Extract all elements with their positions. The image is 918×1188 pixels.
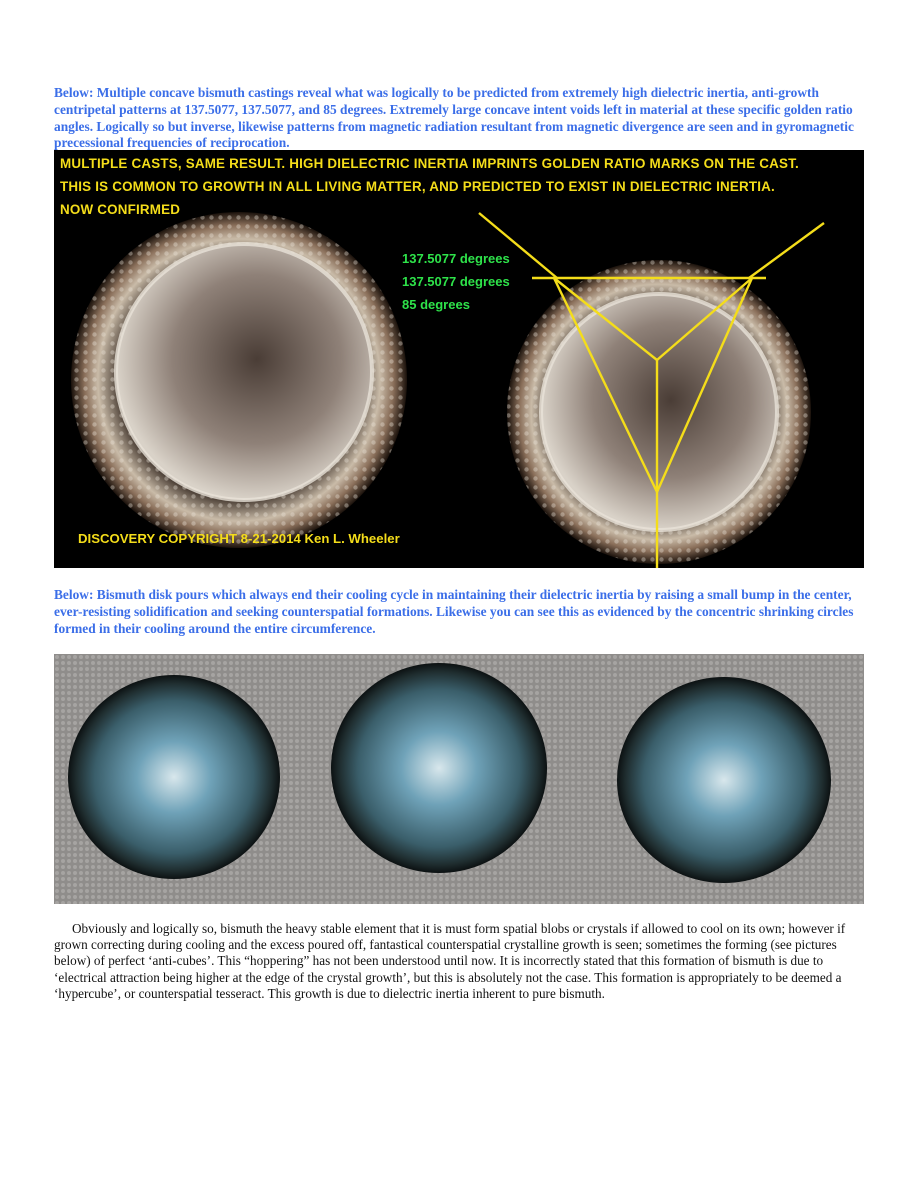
disk-3 bbox=[617, 677, 831, 883]
copyright-notice: DISCOVERY COPYRIGHT 8-21-2014 Ken L. Wheeler bbox=[78, 531, 400, 546]
left-casting bbox=[71, 212, 407, 548]
photo-bismuth-castings bbox=[54, 150, 864, 568]
angle-label-3: 85 degrees bbox=[402, 297, 470, 312]
angle-label-1: 137.5077 degrees bbox=[402, 251, 510, 266]
body-paragraph: Obviously and logically so, bismuth the heavy stable element that it is must form spatial blobs or crystals if allowed to cool on its own; however if grown correcting during cooling and the excess poured off, fantastical counterspatial crystalline growth is seen; sometimes the forming (see pictures below) of perfect ‘anti-cubes’. This “hoppering” has not been understood until now. It is incorrectly stated that this formation of bismuth is due to ‘electrical attraction being higher at the edge of the crystal growth’, but this is absolutely not the case. This formation is appropriately to be deemed a ‘hypercube’, or counterspatial tesseract. This growth is due to dielectric inertia inherent to pure bismuth. bbox=[54, 921, 846, 1001]
disks-illustration bbox=[54, 654, 864, 904]
banner-line-3: NOW CONFIRMED bbox=[60, 202, 181, 217]
photo-bismuth-disks bbox=[54, 654, 864, 904]
caption-disk-pours: Below: Bismuth disk pours which always end their cooling cycle in maintaining their dielectric inertia by raising a small bump in the center, ever-resisting solidification and seeking counterspatial formations. Likewise you can see this as evidenced by the concentric shrinking circles formed in their cooling around the entire circumference. bbox=[54, 587, 854, 636]
banner-line-2: THIS IS COMMON TO GROWTH IN ALL LIVING MATTER, AND PREDICTED TO EXIST IN DIELECTRIC INERTIA. bbox=[60, 179, 775, 194]
banner-line-1: MULTIPLE CASTS, SAME RESULT. HIGH DIELECTRIC INERTIA IMPRINTS GOLDEN RATIO MARKS ON THE CAST. bbox=[60, 156, 799, 171]
caption-castings: Below: Multiple concave bismuth castings reveal what was logically to be predicted from extremely high dielectric inertia, anti-growth centripetal patterns at 137.5077, 137.5077, and 85 degrees. Extremely large concave intent voids left in material at these specific golden ratio angles. Logically so but inverse, likewise patterns from magnetic radiation resultant from magnetic divergence are seen and in gyromagnetic precessional frequencies of reciprocation. bbox=[54, 85, 854, 151]
angle-label-2: 137.5077 degrees bbox=[402, 274, 510, 289]
disk-2 bbox=[331, 663, 547, 873]
disk-1 bbox=[68, 675, 280, 879]
right-casting bbox=[507, 260, 811, 564]
